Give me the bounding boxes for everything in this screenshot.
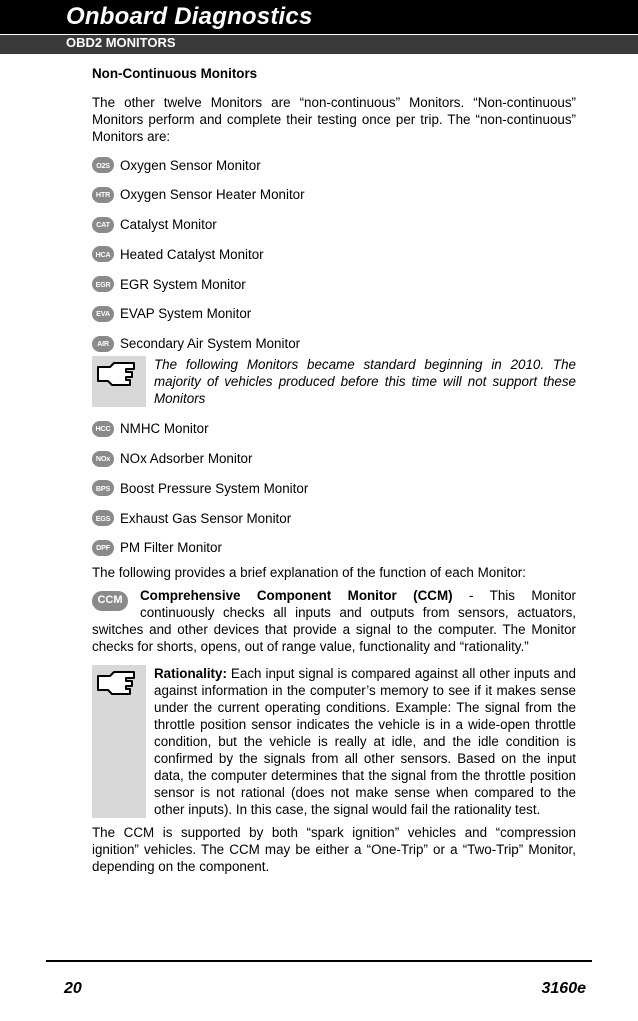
hca-badge-icon: HCA: [92, 246, 114, 262]
monitor-label: Secondary Air System Monitor: [120, 336, 301, 352]
model-number: 3160e: [541, 980, 586, 997]
egs-badge-icon: EGS: [92, 510, 114, 526]
monitor-label: Oxygen Sensor Monitor: [120, 157, 261, 173]
note-hand-icon: [92, 356, 146, 407]
footer-rule: [46, 960, 592, 962]
list-item: [92, 478, 576, 498]
list-item: [92, 244, 576, 264]
nox-badge-icon: NOx: [92, 451, 114, 467]
section-heading: Non-Continuous Monitors: [92, 66, 258, 81]
monitor-label: Boost Pressure System Monitor: [120, 480, 309, 496]
intro-paragraph: The other twelve Monitors are “non-continuous” Monitors. “Non-continuous” Monitors perform and complete their testing once per trip. The “non-continuous” Monitors are:: [92, 95, 576, 144]
rationality-body: Each input signal is compared against all other inputs and against information in the computer’s memory to see if it makes sense under the current operating conditions. Example: The signal from the throttle position sensor indicates the vehicle is in a wide-open throttle condition, but the vehicle is really at idle, and the idle condition is confirmed by the signals from all other sensors. Based on the input data, the computer determines that the signal from the throttle position sensor is not rational (does not make sense when compared to the other inputs). In this case, the signal would fail the rationality test.: [154, 665, 576, 817]
bps-badge-icon: BPS: [92, 480, 114, 496]
monitor-label: Exhaust Gas Sensor Monitor: [120, 510, 292, 526]
ccm-title: Comprehensive Component Monitor (CCM): [140, 587, 453, 603]
rationality-label: Rationality:: [154, 665, 227, 681]
ccm-badge-icon: CCM: [92, 591, 128, 611]
o2s-badge-icon: O2S: [92, 157, 114, 173]
list-item: [92, 185, 576, 205]
monitor-label: Heated Catalyst Monitor: [120, 246, 264, 262]
final-paragraph: The CCM is supported by both “spark ignition” vehicles and “compression ignition” vehicles. The CCM may be either a “One-Trip” or a “Two-Trip” Monitor, depending on the component.: [92, 824, 576, 874]
note-hand-icon: [92, 665, 146, 818]
list-item: [92, 508, 576, 528]
note-2010: [92, 356, 576, 407]
list-item: [92, 155, 576, 175]
egr-badge-icon: EGR: [92, 276, 114, 292]
cat-badge-icon: CAT: [92, 217, 114, 233]
hcc-badge-icon: HCC: [92, 421, 114, 437]
monitor-list-b: [92, 419, 576, 558]
monitor-label: NMHC Monitor: [120, 421, 209, 437]
rationality-text: [154, 665, 576, 818]
page-content: [92, 65, 576, 875]
dpf-badge-icon: DPF: [92, 540, 114, 556]
htr-badge-icon: HTR: [92, 187, 114, 203]
monitor-label: EVAP System Monitor: [120, 306, 252, 322]
list-item: [92, 334, 576, 354]
monitor-label: Oxygen Sensor Heater Monitor: [120, 187, 305, 203]
ccm-body: - This Monitor continuously checks all inputs and outputs from sensors, actuators, switches and other devices that provide a signal to the computer. The Monitor checks for shorts, opens, out of range value, functionality and “rationality.”: [92, 587, 576, 654]
ccm-paragraph: [92, 587, 576, 655]
list-item: [92, 274, 576, 294]
monitor-label: EGR System Monitor: [120, 276, 246, 292]
list-item: [92, 304, 576, 324]
monitor-label: PM Filter Monitor: [120, 540, 222, 556]
air-badge-icon: AIR: [92, 336, 114, 352]
monitor-label: NOx Adsorber Monitor: [120, 451, 253, 467]
page-header-title: Onboard Diagnostics: [66, 3, 313, 30]
list-item: [92, 449, 576, 469]
note-2010-text: The following Monitors became standard beginning in 2010. The majority of vehicles produced before this time will not support these Monitors: [154, 356, 576, 406]
list-item: [92, 419, 576, 439]
page-number: 20: [64, 980, 82, 997]
explanation-intro: The following provides a brief explanation of the function of each Monitor:: [92, 564, 526, 580]
page-header-subtitle: OBD2 MONITORS: [66, 35, 176, 50]
monitor-label: Catalyst Monitor: [120, 217, 217, 233]
list-item: [92, 538, 576, 558]
list-item: [92, 215, 576, 235]
rationality-note: [92, 665, 576, 818]
monitor-list-a: [92, 155, 576, 354]
eva-badge-icon: EVA: [92, 306, 114, 322]
